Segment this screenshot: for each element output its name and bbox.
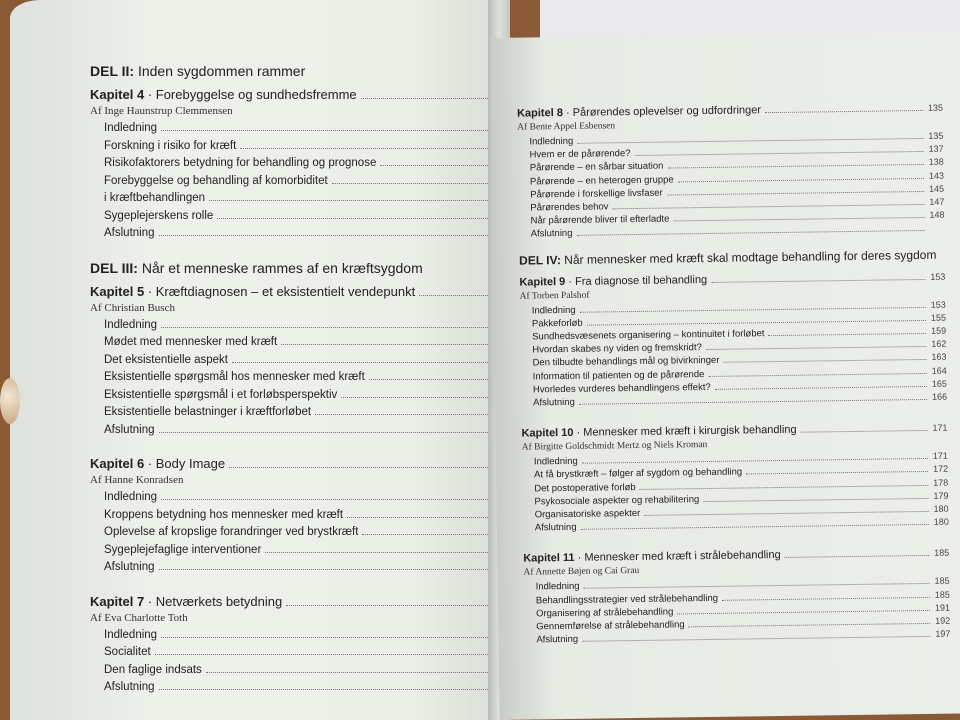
dot-leader xyxy=(640,485,929,490)
chapter-name: Mennesker med kræft i kirurgisk behandling xyxy=(583,424,797,439)
part-heading xyxy=(90,62,510,80)
page-number: 180 xyxy=(933,503,949,514)
chapter-heading xyxy=(90,86,510,104)
entry-title: Det eksistentielle aspekt xyxy=(104,353,229,366)
part-label: DEL IV: xyxy=(519,252,561,268)
page-number: 179 xyxy=(933,490,949,501)
entry-title: Afslutning xyxy=(536,634,579,646)
dot-leader xyxy=(161,130,502,131)
dot-leader xyxy=(667,164,923,169)
chapter-heading xyxy=(90,283,510,301)
entry-title: Psykosociale aspekter og rehabilitering xyxy=(534,493,700,508)
dot-leader xyxy=(703,498,928,502)
entry-title: Pakkeforløb xyxy=(531,317,583,330)
dot-leader xyxy=(673,217,924,222)
page-number: 171 xyxy=(932,422,948,434)
dot-leader xyxy=(678,178,924,182)
dot-leader xyxy=(265,552,502,553)
chapter-title: Kapitel 10 · Mennesker med kræft i kirurgisk behandling xyxy=(521,424,797,440)
toc-entry xyxy=(90,208,510,226)
page-number: 153 xyxy=(930,271,946,282)
right-page xyxy=(490,31,960,719)
dot-leader xyxy=(229,467,502,468)
toc-entry xyxy=(90,559,510,577)
page-number: 178 xyxy=(933,477,949,488)
dot-leader xyxy=(159,569,502,570)
page-number: 185 xyxy=(934,576,950,587)
entry-title: Eksistentielle spørgsmål i et forløbsperspektiv xyxy=(104,388,338,401)
dot-leader xyxy=(232,362,502,363)
entry-title: Pårørende i forskellige livsfaser xyxy=(530,187,663,201)
dot-leader xyxy=(362,534,502,535)
entry-title: Afslutning xyxy=(104,561,155,573)
entry-title: Hvorledes vurderes behandlingens effekt? xyxy=(532,381,711,396)
chapter-author: Af Torben Palshof xyxy=(519,290,590,302)
entry-title: Organisatoriske aspekter xyxy=(534,508,641,521)
entry-title: Indledning xyxy=(531,304,576,317)
chapter-title: Kapitel 4 · Forebyggelse og sundhedsfremme xyxy=(90,87,357,102)
page-number: 171 xyxy=(932,450,948,462)
chapter-heading xyxy=(90,455,510,473)
page-number: 148 xyxy=(929,209,945,221)
part-label: DEL II: xyxy=(90,63,135,79)
entry-title: Eksistentielle belastninger i kræftforløbet xyxy=(104,406,312,418)
page-number: 155 xyxy=(930,312,947,323)
part-title: Når mennesker med kræft skal modtage behandling for deres sygdom xyxy=(564,247,937,267)
entry-title: Risikofaktorers betydning for behandling og prognose xyxy=(104,157,377,169)
toc-entry xyxy=(90,542,510,560)
entry-title: Forskning i risiko for kræft xyxy=(104,139,237,152)
page-number: 192 xyxy=(935,615,951,626)
entry-title: Sygeplejefaglige interventioner xyxy=(104,543,262,556)
chapter-author: Af Hanne Konradsen xyxy=(90,474,184,486)
toc-section xyxy=(519,247,950,647)
dot-leader xyxy=(161,499,502,500)
part-heading xyxy=(519,247,945,268)
chapter-label: Kapitel 8 xyxy=(516,106,563,120)
chapter-author: Af Birgitte Goldschmidt Mertz og Niels Kroman xyxy=(521,440,708,453)
chapter-title: Kapitel 9 · Fra diagnose til behandling xyxy=(519,273,708,289)
entry-title: Organisering af strålebehandling xyxy=(535,606,674,620)
dot-leader xyxy=(240,148,502,149)
chapter-title: Kapitel 11 · Mennesker med kræft i strålebehandling xyxy=(523,549,781,566)
entry-title: i kræftbehandlingen xyxy=(104,192,206,204)
dot-leader xyxy=(769,333,927,336)
dot-leader xyxy=(587,320,926,326)
entry-title: Afslutning xyxy=(104,423,155,436)
entry-title: Behandlingsstrategier ved strålebehandling xyxy=(535,592,719,607)
chapter-label: Kapitel 11 xyxy=(523,552,575,566)
dot-leader xyxy=(281,344,502,345)
page-number: 143 xyxy=(928,170,945,181)
chapter-name: Pårørendes oplevelser og udfordringer xyxy=(572,104,762,119)
dot-leader xyxy=(286,605,502,606)
toc-entry xyxy=(90,369,510,387)
page-number: 138 xyxy=(928,157,944,168)
entry-title: Afslutning xyxy=(534,522,577,534)
entry-title: Afslutning xyxy=(530,228,573,240)
chapter-label: Kapitel 9 xyxy=(519,275,566,289)
page-number: 172 xyxy=(932,464,949,475)
page-number: 145 xyxy=(929,183,945,194)
entry-title: Hvem er de pårørende? xyxy=(529,148,631,161)
dot-leader xyxy=(677,610,930,615)
toc-entry xyxy=(90,120,510,138)
part-heading xyxy=(90,259,510,277)
page-number: 185 xyxy=(934,589,950,600)
dot-leader xyxy=(206,672,502,673)
entry-title: Pårørendes behov xyxy=(530,201,609,214)
dot-leader xyxy=(369,379,502,380)
chapter-label: Kapitel 6 xyxy=(90,456,145,471)
entry-title: Eksistentielle spørgsmål hos mennesker med kræft xyxy=(104,371,365,383)
entry-title: Hvordan skabes ny viden og fremskridt? xyxy=(532,342,702,356)
entry-title: Kroppens betydning hos mennesker med kræft xyxy=(104,508,344,521)
dot-leader xyxy=(689,623,931,627)
entry-title: Indledning xyxy=(104,628,158,641)
page-number: 159 xyxy=(931,325,947,336)
dot-leader xyxy=(715,386,927,390)
dot-leader xyxy=(644,511,928,516)
chapter-title: Kapitel 6 · Body Image xyxy=(90,456,226,471)
entry-title: Indledning xyxy=(104,491,158,503)
entry-title: Pårørende – en heterogen gruppe xyxy=(529,174,674,188)
entry-title: Indledning xyxy=(533,456,578,468)
page-number: 135 xyxy=(928,130,944,141)
page-number: 165 xyxy=(931,378,947,389)
toc-entry xyxy=(90,404,510,422)
chapter-label: Kapitel 7 xyxy=(90,593,145,609)
chapter-title: Kapitel 5 · Kræftdiagnosen – et eksistentielt vendepunkt xyxy=(90,283,416,299)
dot-leader xyxy=(613,204,925,209)
entry-title: Mødet med mennesker med kræft xyxy=(104,336,278,348)
entry-title: Pårørende – en sårbar situation xyxy=(529,160,664,174)
toc-entry xyxy=(90,352,510,370)
toc-entry xyxy=(90,155,510,173)
dot-leader xyxy=(361,98,502,99)
entry-title: Det postoperative forløb xyxy=(534,481,636,495)
toc-entry xyxy=(90,644,510,662)
toc-entry xyxy=(90,489,510,507)
chapter-author: Af Eva Charlotte Toth xyxy=(90,611,188,624)
page-number: 191 xyxy=(934,602,951,613)
chapter-author: Af Bente Appel Esbensen xyxy=(517,121,616,133)
page-number: 180 xyxy=(933,516,949,528)
toc-entry xyxy=(90,225,510,243)
chapter-title: Kapitel 7 · Netværkets betydning xyxy=(90,593,283,609)
entry-title: Når pårørende bliver til efterladte xyxy=(530,213,670,227)
dot-leader xyxy=(801,430,928,433)
entry-title: Socialitet xyxy=(104,646,151,658)
dot-leader xyxy=(209,200,502,201)
entry-title: Oplevelse af kropslige forandringer ved brystkræft xyxy=(104,526,359,538)
entry-title: Indledning xyxy=(104,318,158,331)
toc-entry xyxy=(90,422,510,440)
toc-section xyxy=(517,100,945,242)
page-number: 162 xyxy=(931,338,947,350)
entry-title: Forebyggelse og behandling af komorbiditet xyxy=(104,174,328,187)
dot-leader xyxy=(706,346,926,350)
dot-leader xyxy=(161,327,502,328)
chapter-name: Forebyggelse og sundhedsfremme xyxy=(155,87,357,102)
chapter-name: Fra diagnose til behandling xyxy=(574,273,708,288)
toc-entry xyxy=(90,317,510,335)
toc-entry xyxy=(90,524,510,542)
toc-entry xyxy=(90,173,510,191)
page-number: 147 xyxy=(929,196,945,207)
entry-title: Gennemførelse af strålebehandling xyxy=(536,619,685,633)
entry-title: Afslutning xyxy=(104,681,155,693)
chapter-name: Body Image xyxy=(155,456,226,471)
entry-title: Den tilbudte behandlings mål og bivirkninger xyxy=(532,355,720,369)
chapter-name: Kræftdiagnosen – et eksistentielt vendepunkt xyxy=(155,283,416,299)
toc-entry xyxy=(90,662,510,680)
page-number: 166 xyxy=(931,391,948,402)
chapter-author: Af Christian Busch xyxy=(90,301,175,314)
part-title: Inden sygdommen rammer xyxy=(137,63,306,79)
dot-leader xyxy=(708,373,926,377)
toc-entry xyxy=(90,190,510,208)
thumb xyxy=(0,378,20,424)
chapter-name: Netværkets betydning xyxy=(155,593,283,609)
dot-leader xyxy=(347,517,502,518)
page-number: 197 xyxy=(935,628,951,640)
page-number: 163 xyxy=(931,352,947,363)
part-title: Når et menneske rammes af en kræftsygdom xyxy=(141,259,423,276)
entry-title: Indledning xyxy=(104,122,158,134)
toc-section xyxy=(90,259,510,697)
chapter-heading xyxy=(90,593,510,611)
entry-title: At få brystkræft – følger af sygdom og behandling xyxy=(534,466,743,481)
dot-leader xyxy=(315,414,502,415)
dot-leader xyxy=(380,165,502,166)
dot-leader xyxy=(341,397,502,398)
page-number: 153 xyxy=(930,299,946,310)
entry-title: Afslutning xyxy=(104,227,155,239)
dot-leader xyxy=(155,654,502,655)
dot-leader xyxy=(159,432,502,433)
part-label: DEL III: xyxy=(90,259,138,276)
entry-title: Indledning xyxy=(535,581,580,593)
dot-leader xyxy=(159,689,502,690)
dot-leader xyxy=(161,637,502,638)
toc-entry xyxy=(90,334,510,352)
dot-leader xyxy=(582,636,930,642)
chapter-author: Af Inge Haunstrup Clemmensen xyxy=(90,105,233,117)
dot-leader xyxy=(711,279,925,283)
page-number: 137 xyxy=(928,143,944,155)
entry-title: Indledning xyxy=(529,135,574,148)
dot-leader xyxy=(667,191,924,196)
dot-leader xyxy=(159,235,502,236)
toc-entry xyxy=(90,387,510,405)
chapter-title: Kapitel 8 · Pårørendes oplevelser og udfordringer xyxy=(516,104,762,120)
chapter-label: Kapitel 4 xyxy=(90,87,145,102)
dot-leader xyxy=(724,359,927,363)
toc-entry xyxy=(90,507,510,525)
entry-title: Information til patienten og de pårørende xyxy=(532,368,705,383)
entry-title: Sundhedsvæsenets organisering – kontinuitet i forløbet xyxy=(532,328,765,343)
chapter-name: Mennesker med kræft i strålebehandling xyxy=(584,549,781,565)
chapter-label: Kapitel 10 xyxy=(521,427,574,440)
dot-leader xyxy=(217,218,502,219)
chapter-author: Af Annette Bøjen og Cai Grau xyxy=(523,566,640,579)
toc-entry xyxy=(90,627,510,645)
dot-leader xyxy=(746,471,928,475)
toc-entry xyxy=(90,679,510,697)
dot-leader xyxy=(722,597,930,601)
left-page xyxy=(10,0,510,720)
page-number: 135 xyxy=(927,102,944,113)
dot-leader xyxy=(765,110,923,113)
entry-title: Sygeplejerskens rolle xyxy=(104,209,214,222)
dot-leader xyxy=(332,183,502,184)
chapter-label: Kapitel 5 xyxy=(90,283,145,299)
dot-leader xyxy=(635,151,924,156)
entry-title: Afslutning xyxy=(533,396,575,409)
dot-leader xyxy=(785,555,930,558)
page-number: 164 xyxy=(931,365,947,376)
page-number: 185 xyxy=(934,548,950,559)
toc-entry xyxy=(90,138,510,156)
dot-leader xyxy=(576,230,924,236)
toc-section xyxy=(90,62,510,243)
entry-title: Den faglige indsats xyxy=(104,663,202,676)
